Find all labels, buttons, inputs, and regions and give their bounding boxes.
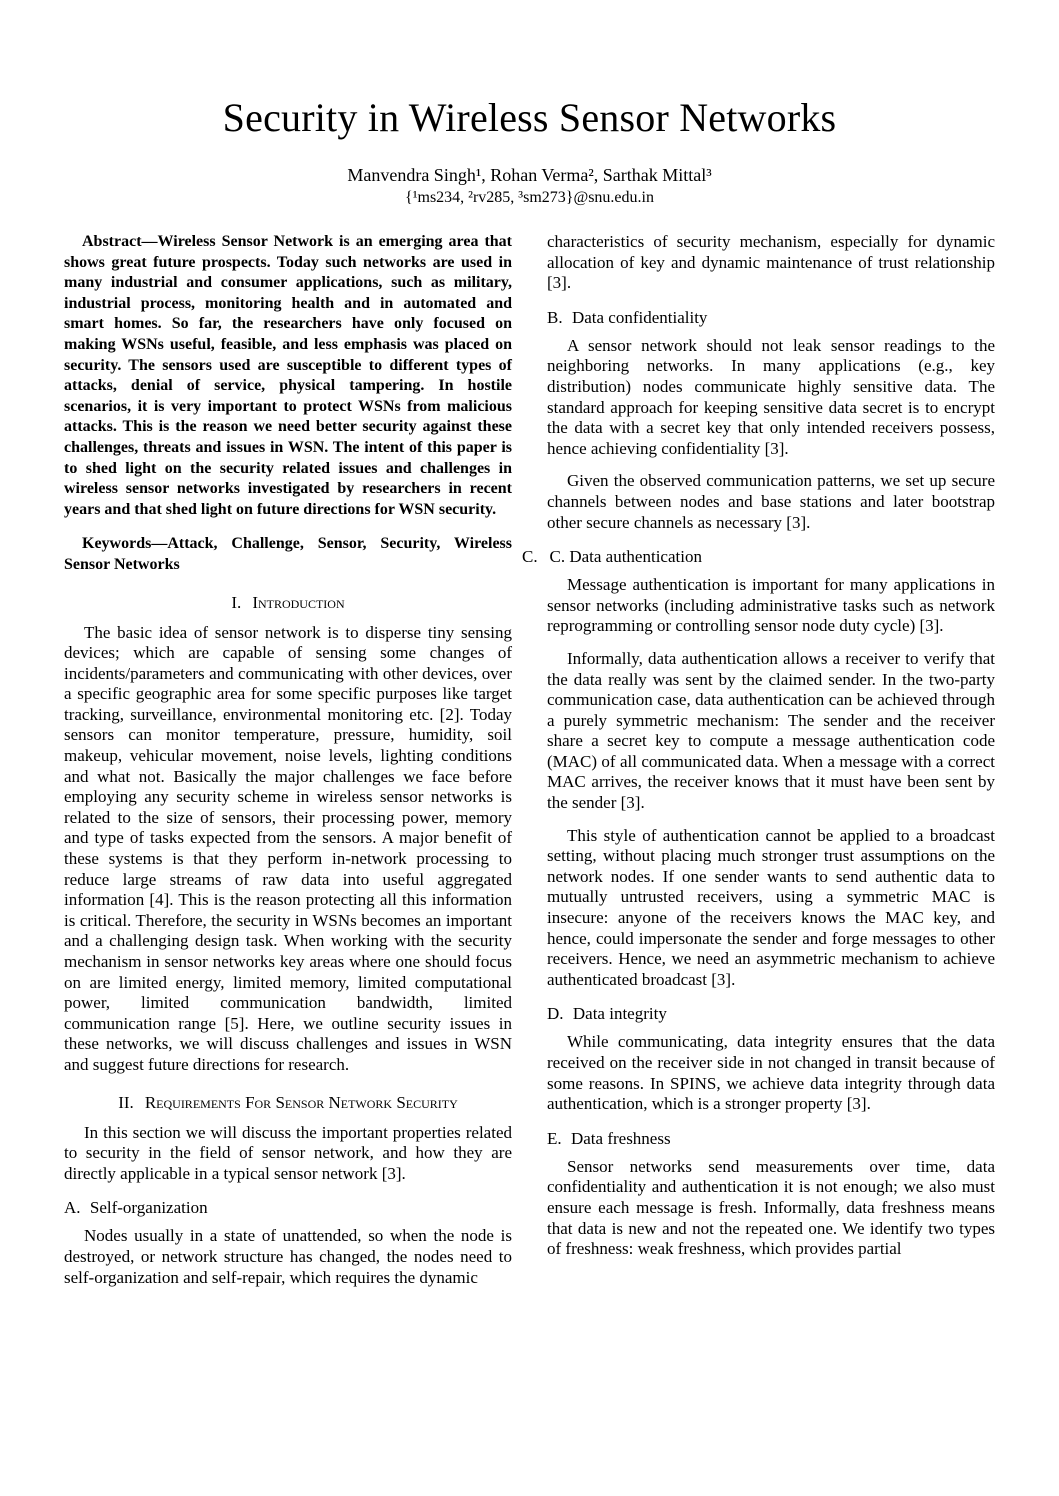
subsection-heading-data-authentication — [522, 547, 995, 567]
subsection-letter: A. — [64, 1198, 81, 1218]
subsection-heading-data-confidentiality — [547, 308, 995, 328]
subsection-letter: D. — [547, 1004, 564, 1024]
keywords-paragraph: Keywords—Attack, Challenge, Sensor, Security, Wireless Sensor Networks — [64, 535, 512, 573]
paper-emails: {¹ms234, ²rv285, ³sm273}@snu.edu.in — [405, 189, 654, 206]
title-block — [0, 0, 1059, 207]
paragraph-introduction: The basic idea of sensor network is to disperse tiny sensing devices; which are capable of sensing some changes of incidents/parameters and communicating with other devices, over a specific geographic area for some specific purposes like target tracking, surveillance, environmental monitoring etc. [2]. Today sensors can monitor temperature, pressure, humidity, soil makeup, vehicular movement, noise levels, lighting conditions and what not. Basically the major challenges we face before employing any security scheme in wireless sensor networks is related to the size of sensors, their processing power, memory and type of tasks expected from the sensors. A major benefit of these systems is that they perform in-network processing to reduce large streams of raw data into useful aggregated information [4]. This is the reason protecting all this information is critical. Therefore, the security in WSNs becomes an important and a challenging design task. When working with the security mechanism in sensor networks key areas where one should focus on are limited energy, limited memory, limited computational power, limited communication bandwidth, limited communication range [5]. Here, we outline security issues in these networks, we will discuss challenges and issues in WSN and suggest future directions for research. — [64, 622, 512, 1074]
subsection-title: Self-organization — [89, 1198, 208, 1218]
paragraph-authentication-3: This style of authentication cannot be applied to a broadcast setting, without placing much stronger trust assumptions on the network nodes. If one sender wants to send authentic data to mutually untrusted receivers, using a symmetric MAC is insecure: anyone of the receivers knows the MAC key, and hence, could impersonate the sender and forge messages to other receivers. Hence, we need an asymmetric mechanism to achieve authenticated broadcast [3]. — [547, 825, 995, 989]
subsection-letter: E. — [547, 1128, 562, 1148]
section-heading-introduction — [64, 593, 512, 613]
section-heading-requirements — [64, 1093, 512, 1113]
paragraph-authentication-1: Message authentication is important for many applications in sensor networks (including administrative tasks such as network reprogramming or controlling sensor node duty cycle) [3]. — [547, 575, 995, 636]
paragraph-self-organization-continued: characteristics of security mechanism, especially for dynamic allocation of key and dynamic maintenance of trust relationship [3]. — [547, 232, 995, 293]
paragraph-data-freshness: Sensor networks send measurements over time, data confidentiality and authentication it is not enough; we also must ensure each message is fresh. Informally, data freshness means that data is new and not the repeated one. We identify two types of freshness: weak freshness, which provides partial — [547, 1156, 995, 1259]
section-number: I. — [231, 592, 242, 612]
section-title: Requirements For Sensor Network Security — [144, 1092, 458, 1112]
paragraph-authentication-2: Informally, data authentication allows a receiver to verify that the data really was sent by the claimed sender. In the two-party communication case, data authentication can be achieved through a purely symmetric mechanism: The sender and the receiver share a secret key to compute a message authentication code (MAC) of all communicated data. When a message with a correct MAC arrives, the receiver knows that it must have been sent by the sender [3]. — [547, 648, 995, 813]
paragraph-confidentiality-1: A sensor network should not leak sensor readings to the neighboring networks. In many applications (e.g., key distribution) nodes communicate highly sensitive data. The standard approach for keeping sensitive data secret is to encrypt the data with a secret key that only intended receivers possess, hence achieving confidentiality [3]. — [547, 335, 995, 458]
paragraph-confidentiality-2: Given the observed communication patterns, we set up secure channels between nodes and base stations and later bootstrap other secure channels as necessary [3]. — [547, 471, 995, 532]
right-column — [522, 232, 995, 1300]
paragraph-requirements-intro: In this section we will discuss the important properties related to security in the field of sensor network, and how they are directly applicable in a typical sensor network [3]. — [64, 1122, 512, 1183]
paper-authors: Manvendra Singh¹, Rohan Verma², Sarthak Mittal³ — [347, 165, 712, 185]
section-number: II. — [118, 1092, 134, 1112]
two-column-body — [0, 232, 1059, 1300]
subsection-title: Data freshness — [570, 1128, 671, 1148]
paper-title: Security in Wireless Sensor Networks — [222, 95, 837, 140]
subsection-title: Data integrity — [572, 1004, 667, 1024]
abstract-paragraph: Abstract—Wireless Sensor Network is an emerging area that shows great future prospects. Today such networks are used in many industrial and consumer applications, such as military, industrial process, monitoring health and in automated and smart homes. So far, the researchers have only focused on making WSNs useful, feasible, and less emphasis was placed on security. The sensors used are susceptible to different types of attacks, denial of service, physical tampering. In hostile scenarios, it is very important to protect WSNs from malicious attacks. This is the reason we need better security against these challenges, threats and issues in WSN. The intent of this paper is to shed light on the security related issues and challenges in wireless sensor networks investigated by researchers in recent years and that shed light on future directions for WSN security. — [64, 233, 512, 518]
section-title: Introduction — [252, 592, 345, 612]
subsection-heading-self-organization — [64, 1198, 512, 1218]
subsection-heading-data-freshness — [547, 1129, 995, 1149]
left-column — [64, 232, 512, 1300]
paragraph-self-organization: Nodes usually in a state of unattended, so when the node is destroyed, or network structure has changed, the nodes need to self-organization and self-repair, which requires the dynamic — [64, 1226, 512, 1287]
paragraph-data-integrity: While communicating, data integrity ensures that the data received on the receiver side in not changed in transit because of some reasons. In SPINS, we achieve data integrity through data authentication, which is a stronger property [3]. — [547, 1032, 995, 1114]
subsection-title: C. Data authentication — [549, 547, 702, 567]
subsection-heading-data-integrity — [547, 1004, 995, 1024]
subsection-title: Data confidentiality — [571, 307, 708, 327]
subsection-letter: C. — [522, 547, 538, 567]
subsection-letter: B. — [547, 307, 563, 327]
